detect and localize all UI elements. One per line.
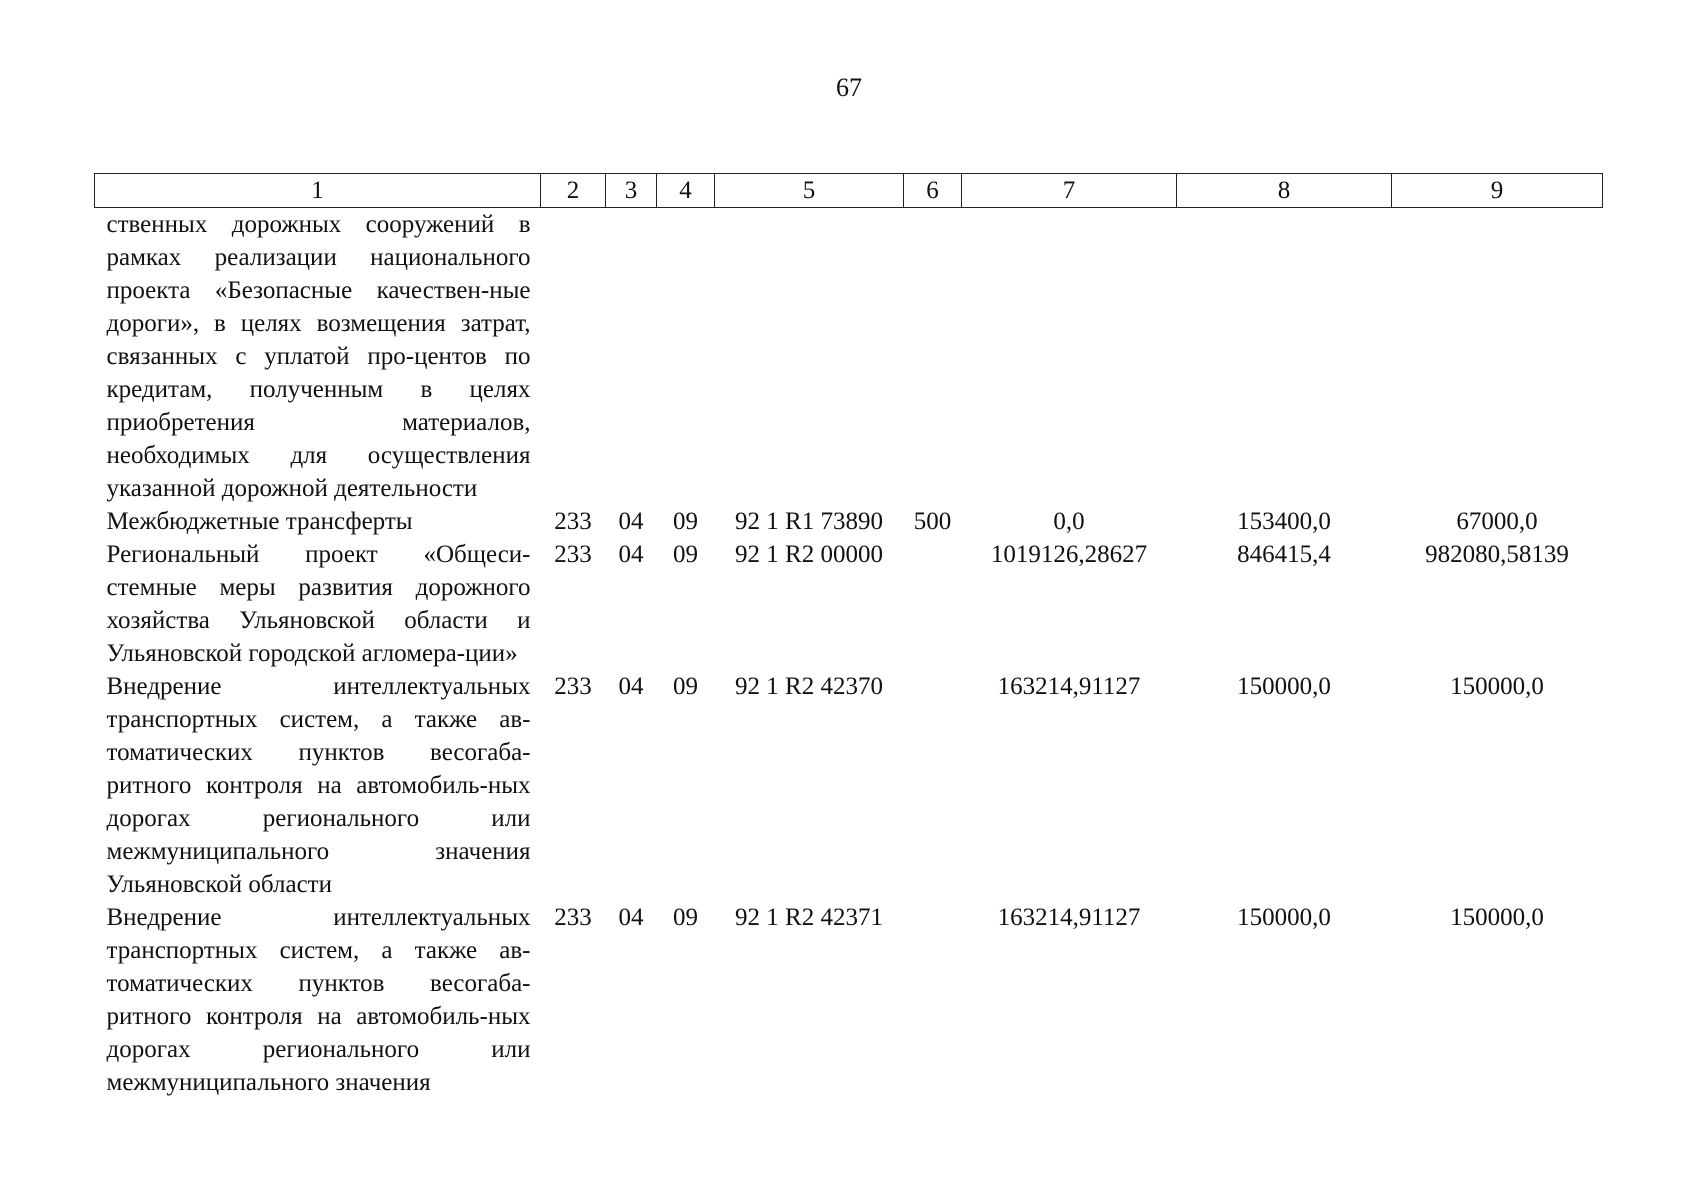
row-col-5: 92 1 R2 42370 [735,673,883,700]
row-col-9: 982080,58139 [1425,541,1569,568]
row-col-9: 67000,0 [1456,508,1538,535]
row-col-7: 1019126,28627 [990,541,1148,568]
row-col-8: 846415,4 [1237,541,1331,568]
row-col-5: 92 1 R2 00000 [735,541,883,568]
header-col-4: 4 [657,174,715,208]
row-name: Внедрение интеллектуальных транспортных систем, а также ав-томатических пунктов весогаба-ритного контроля на автомобиль-ных дорогах регионального или межмуниципального значения [106,904,531,1096]
row-col-8 [1177,208,1392,506]
row-col-4: 09 [673,541,698,568]
row-col-3: 04 [618,508,644,535]
header-col-6: 6 [904,174,962,208]
row-name: Межбюджетные трансферты [106,508,413,535]
row-col-8: 150000,0 [1237,673,1331,700]
row-col-2: 233 [554,508,592,535]
row-col-4: 09 [673,904,698,931]
row-col-7: 163214,91127 [997,904,1141,931]
row-col-4: 09 [673,673,698,700]
row-col-6: 500 [913,508,952,535]
row-col-2: 233 [554,904,592,931]
row-col-2: 233 [554,673,592,700]
row-col-2 [541,208,606,506]
header-col-1: 1 [95,174,541,208]
table-row [95,670,1603,901]
table-row [95,538,1603,670]
page-number: 67 [836,73,862,102]
header-col-2: 2 [541,174,606,208]
header-col-3: 3 [606,174,657,208]
row-col-8: 153400,0 [1237,508,1331,535]
header-col-5: 5 [715,174,904,208]
row-name: ственных дорожных сооружений в рамках реализации национального проекта «Безопасные качествен-ные дороги», в целях возмещения затрат, связанных с уплатой про-центов по кредитам, полученным в целях приобретения материалов, необходимых для осуществления указанной дорожной деятельности [106,211,531,502]
row-col-6 [904,208,962,506]
row-name: Внедрение интеллектуальных транспортных систем, а также ав-томатических пунктов весогаба-ритного контроля на автомобиль-ных дорогах регионального или межмуниципального значения Ульяновской области [106,673,531,898]
row-col-3: 04 [618,541,644,568]
table-row [95,208,1603,506]
row-col-6 [904,901,962,1099]
row-name: Региональный проект «Общеси-стемные меры развития дорожного хозяйства Ульяновской области и Ульяновской городской агломера-ции» [106,541,531,667]
row-col-4 [657,208,715,506]
row-col-3: 04 [618,673,644,700]
row-col-7: 163214,91127 [997,673,1141,700]
header-col-9: 9 [1392,174,1603,208]
row-col-9: 150000,0 [1450,904,1544,931]
row-col-9 [1392,208,1603,506]
header-col-8: 8 [1177,174,1392,208]
row-col-6 [904,538,962,670]
row-col-3 [606,208,657,506]
header-row [95,174,1603,208]
row-col-8: 150000,0 [1237,904,1331,931]
row-col-2: 233 [554,541,592,568]
row-col-5 [715,208,904,506]
row-col-7 [962,208,1177,506]
row-col-5: 92 1 R2 42371 [735,904,883,931]
row-col-6 [904,670,962,901]
row-col-3: 04 [618,904,644,931]
row-col-9: 150000,0 [1450,673,1544,700]
row-col-5: 92 1 R1 73890 [735,508,883,535]
budget-table [94,173,1603,1099]
table-row [95,901,1603,1099]
table-row [95,505,1603,538]
row-col-7: 0,0 [1053,508,1085,535]
header-col-7: 7 [962,174,1177,208]
row-col-4: 09 [673,508,698,535]
